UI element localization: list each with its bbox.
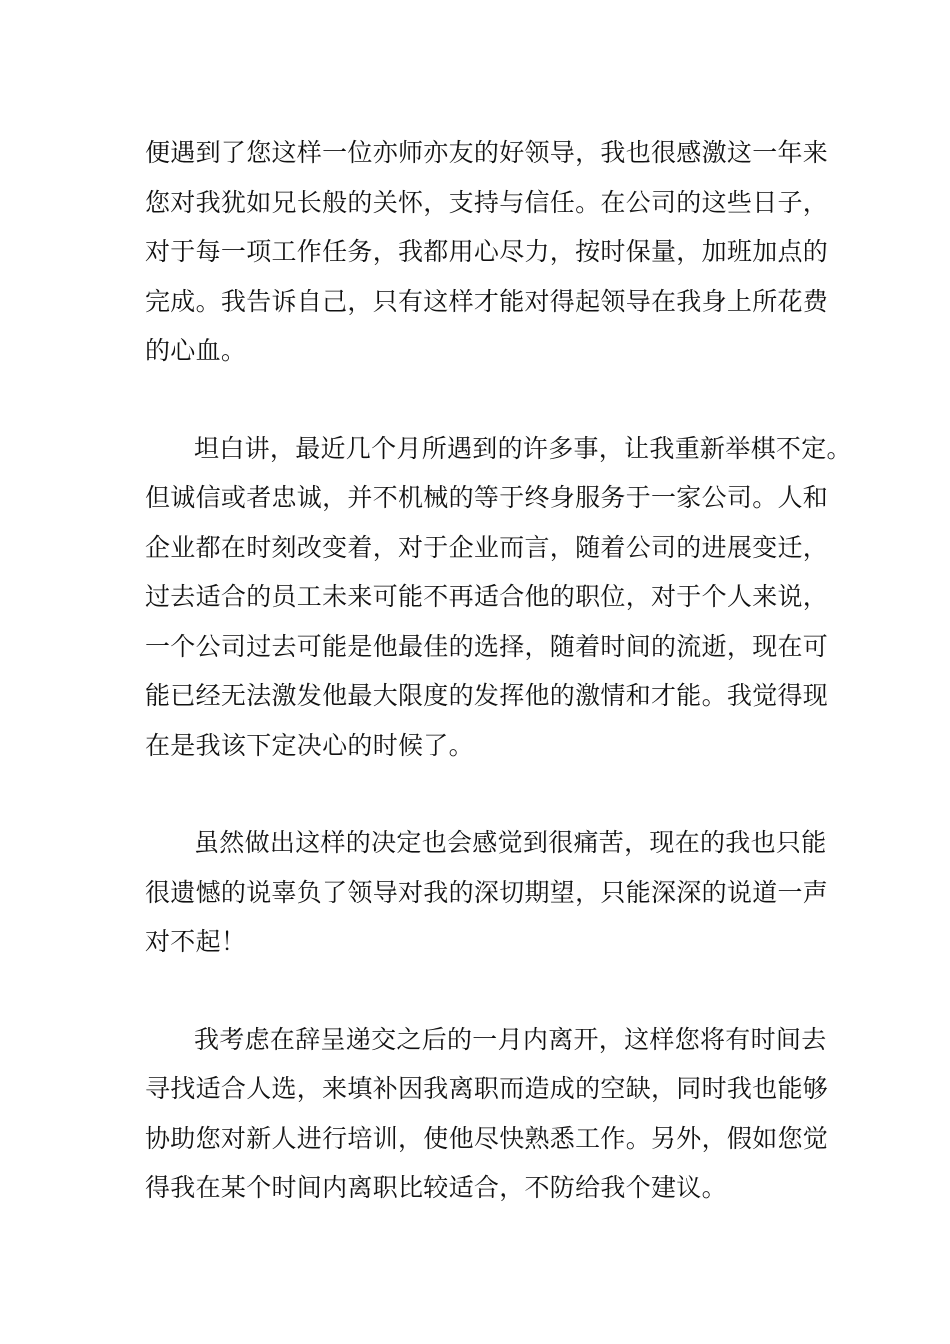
- paragraph-1: [145, 128, 829, 376]
- document-body: [145, 128, 852, 1261]
- text-line: 协助您对新人进行培训，使他尽快熟悉工作。另外，假如您觉: [145, 1123, 829, 1153]
- paragraph-4: [145, 1015, 829, 1213]
- text-line: 虽然做出这样的决定也会感觉到很痛苦，现在的我也只能: [194, 828, 827, 857]
- text-line: 您对我犹如兄长般的关怀，支持与信任。在公司的这些日子，: [145, 187, 829, 217]
- text-line: 便遇到了您这样一位亦师亦友的好领导，我也很感激这一年来: [145, 138, 829, 167]
- paragraph-3: [145, 818, 829, 967]
- text-line: 完成。我告诉自己，只有这样才能对得起领导在我身上所花费: [145, 286, 829, 316]
- text-line: 一个公司过去可能是他最佳的选择，随着时间的流逝，现在可: [145, 631, 829, 661]
- text-line: 能已经无法激发他最大限度的发挥他的激情和才能。我觉得现: [145, 681, 829, 710]
- paragraph-2: [145, 424, 852, 771]
- text-line: 但诚信或者忠诚，并不机械的等于终身服务于一家公司。人和: [145, 483, 829, 512]
- text-line: 企业都在时刻改变着，对于企业而言，随着公司的进展变迁，: [145, 532, 829, 562]
- text-line: 得我在某个时间内离职比较适合，不防给我个建议。: [145, 1173, 727, 1202]
- text-line: 在是我该下定决心的时候了。: [145, 730, 474, 760]
- text-line: 对不起！: [145, 927, 247, 956]
- text-line: 对于每一项工作任务，我都用心尽力，按时保量，加班加点的: [145, 237, 829, 266]
- text-line: 的心血。: [145, 336, 247, 365]
- text-line: 很遗憾的说辜负了领导对我的深切期望，只能深深的说道一声: [145, 877, 829, 907]
- text-line: 我考虑在辞呈递交之后的一月内离开，这样您将有时间去: [194, 1024, 827, 1054]
- text-line: 过去适合的员工未来可能不再适合他的职位，对于个人来说，: [145, 582, 829, 611]
- text-line: 坦白讲，最近几个月所遇到的许多事，让我重新举棋不定。: [194, 433, 852, 463]
- text-line: 寻找适合人选，来填补因我离职而造成的空缺，同时我也能够: [145, 1074, 829, 1103]
